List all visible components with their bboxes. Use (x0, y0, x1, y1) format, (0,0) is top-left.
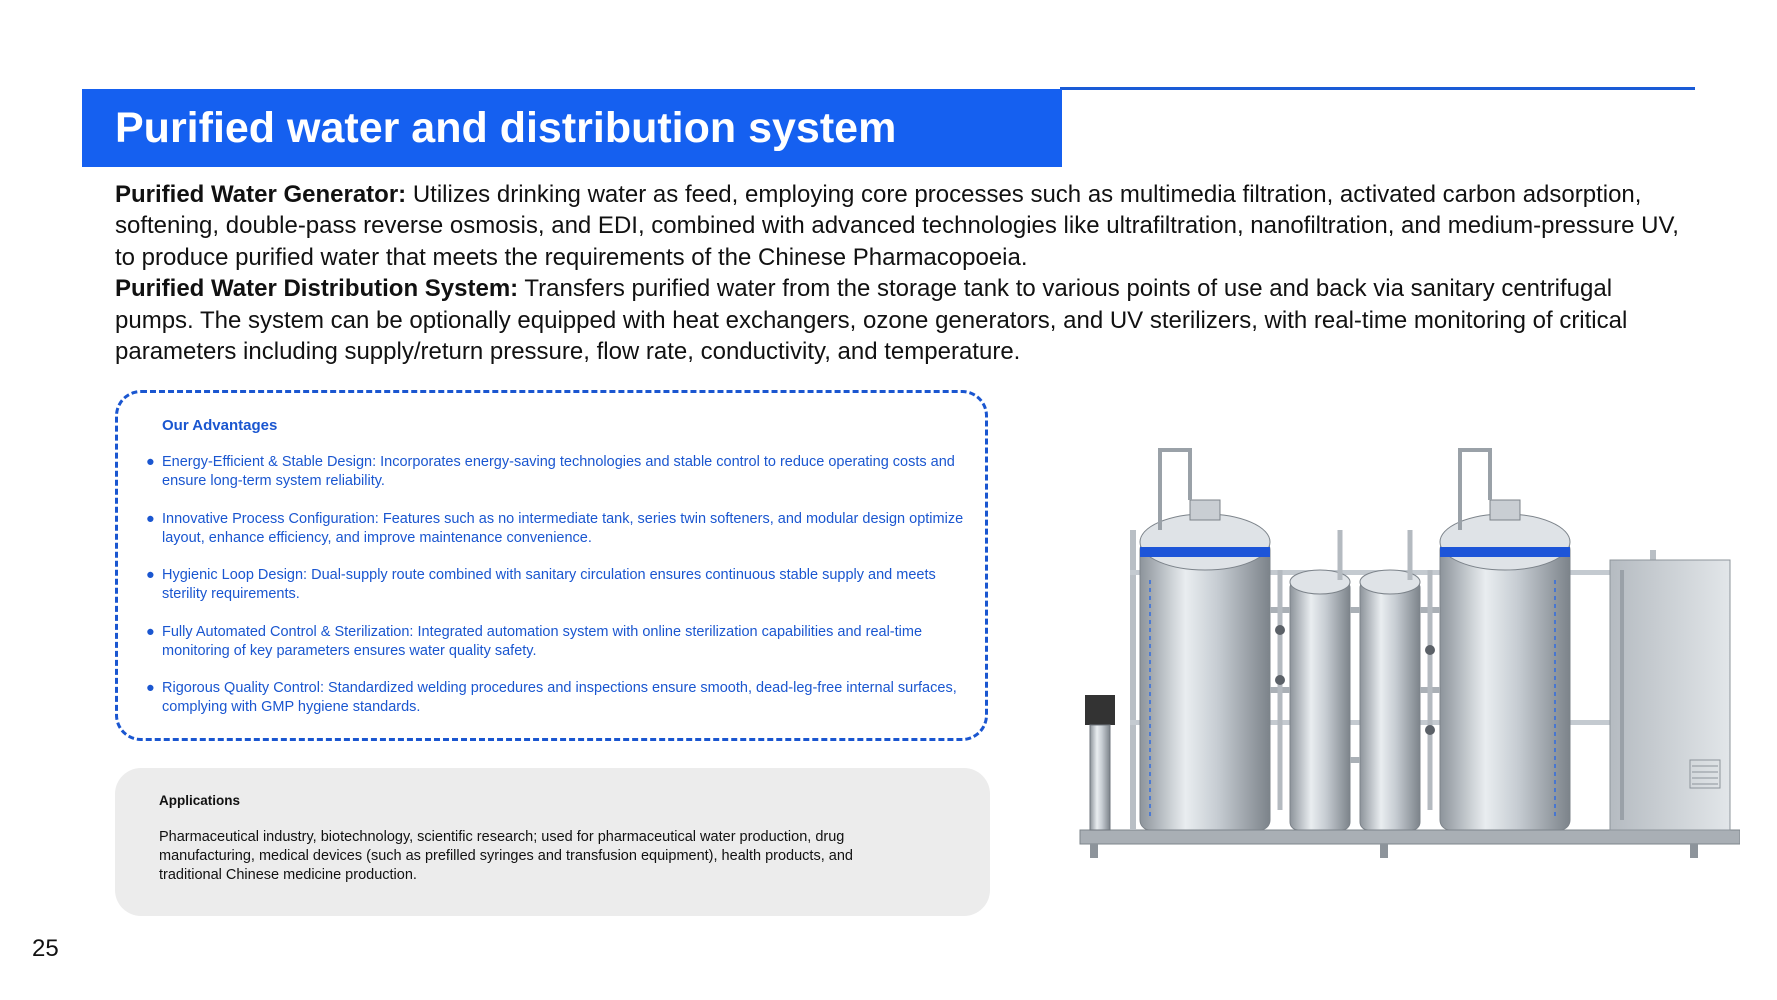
advantages-title: Our Advantages (162, 417, 278, 434)
advantages-list (146, 453, 966, 736)
bullet-icon: ● (146, 510, 155, 527)
generator-text: Utilizes drinking water as feed, employing core processes such as multimedia filtration, activated carbon adsorption, softening, double-pass reverse osmosis, and EDI, combined with advanced technologies like ultrafiltration, nanofiltration, and medium-pressure UV, to produce purified water that meets the requirements of the Chinese Pharmacopoeia. (115, 181, 1679, 271)
advantage-text: Energy-Efficient & Stable Design: Incorporates energy-saving technologies and stable control to reduce operating costs and ensure long-term system reliability. (162, 454, 955, 489)
bullet-icon: ● (146, 623, 155, 640)
page-title: Purified water and distribution system (115, 104, 897, 152)
list-item (146, 453, 966, 491)
bullet-icon: ● (146, 454, 155, 470)
list-item (146, 623, 966, 661)
applications-title: Applications (159, 793, 241, 808)
bullet-icon: ● (146, 680, 155, 696)
advantages-box (115, 390, 988, 741)
page-number: 25 (32, 935, 59, 962)
distribution-text: Transfers purified water from the storage tank to various points of use and back via sanitary centrifugal pumps. The system can be optionally equipped with heat exchangers, ozone generators, and UV sterilizers, with real-time monitoring of critical parameters including supply/return pressure, flow rate, conductivity, and temperature. (115, 275, 1628, 366)
list-item (146, 566, 966, 604)
generator-label: Purified Water Generator: (115, 181, 407, 208)
list-item (146, 679, 966, 717)
advantage-text: Hygienic Loop Design: Dual-supply route combined with sanitary circulation ensures continuous stable supply and meets sterility requirements. (162, 567, 936, 602)
list-item (146, 510, 966, 548)
water-system-illustration (1040, 430, 1740, 870)
advantage-text: Innovative Process Configuration: Features such as no intermediate tank, series twin softeners, and modular design optimize layout, enhance efficiency, and improve maintenance convenience. (162, 510, 964, 546)
bullet-icon: ● (146, 567, 155, 583)
advantage-text: Rigorous Quality Control: Standardized welding procedures and inspections ensure smooth, dead-leg-free internal surfaces, complying with GMP hygiene standards. (162, 680, 957, 715)
generator-paragraph (115, 179, 1695, 273)
applications-box (115, 768, 990, 916)
intro-section (115, 179, 1695, 367)
title-banner (82, 89, 1062, 167)
applications-text: Pharmaceutical industry, biotechnology, scientific research; used for pharmaceutical water production, drug manufacturing, medical devices (such as prefilled syringes and transfusion equipment), health products, and traditional Chinese medicine production. (159, 829, 853, 883)
advantage-text: Fully Automated Control & Sterilization: Integrated automation system with online sterilization capabilities and real-time monitoring of key parameters ensures water quality safety. (162, 623, 923, 659)
distribution-paragraph (115, 273, 1695, 367)
distribution-label: Purified Water Distribution System: (115, 275, 519, 303)
title-underline (1060, 87, 1695, 90)
